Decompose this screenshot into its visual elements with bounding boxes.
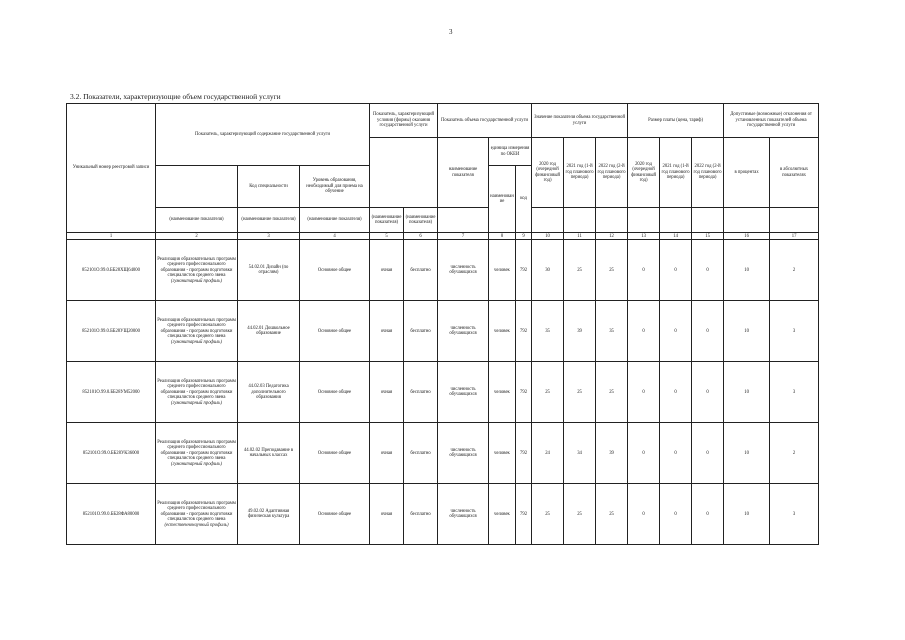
fee-type: бесплатно: [404, 301, 438, 362]
header-col3-sub: (наименование показателя): [238, 208, 300, 233]
value-2020: 25: [532, 362, 564, 423]
column-number: 15: [692, 233, 724, 240]
header-col2-blank: [156, 166, 238, 208]
column-number: 17: [770, 233, 819, 240]
program-text: Реализация образовательных программ среднего профессионального образования - программ подготовки специалистов среднего звена: [157, 378, 236, 401]
value-2021: 25: [564, 484, 596, 545]
registry-code: 852101О.99.0.ББ28УМ52000: [67, 362, 156, 423]
okei-code: 792: [516, 362, 532, 423]
value-2021: 39: [564, 301, 596, 362]
registry-code: 852101О.99.0.ББ28ХЩ64000: [67, 240, 156, 301]
fee-2021: 0: [660, 301, 692, 362]
okei-code: 792: [516, 484, 532, 545]
fee-2020: 0: [628, 362, 660, 423]
header-unit-name: наименование: [489, 166, 516, 233]
deviation-absolute: 3: [770, 362, 819, 423]
column-number: 9: [516, 233, 532, 240]
header-unit-okei: единица измерения по ОКЕИ: [489, 138, 532, 166]
value-2022: 25: [596, 362, 628, 423]
fee-2021: 0: [660, 423, 692, 484]
header-col2-sub: (наименование показателя): [156, 208, 238, 233]
column-number: 14: [660, 233, 692, 240]
header-col4-sub: (наименование показателя): [300, 208, 370, 233]
unit-name: человек: [489, 423, 516, 484]
specialty: 54.02.01 Дизайн (по отраслям): [238, 240, 300, 301]
column-number: 5: [370, 233, 404, 240]
header-year-2021: 2021 год (1-й год планового периода): [564, 138, 596, 208]
education-level: Основное общее: [300, 423, 370, 484]
fee-2022: 0: [692, 423, 724, 484]
header-col12-blank: [596, 208, 628, 233]
page-number: 3: [449, 28, 453, 36]
header-indicator-name: наименование показателя: [438, 138, 489, 208]
column-number: 10: [532, 233, 564, 240]
program-text: Реализация образовательных программ среднего профессионального образования - программ подготовки специалистов среднего звена: [157, 256, 236, 279]
value-2020: 35: [532, 301, 564, 362]
header-col7-blank: [438, 208, 489, 233]
value-2021: 25: [564, 240, 596, 301]
deviation-absolute: 2: [770, 240, 819, 301]
header-col16-blank: [724, 208, 770, 233]
specialty: 44.02.01 Дошкольное образование: [238, 301, 300, 362]
deviation-percent: 10: [724, 362, 770, 423]
fee-2020: 0: [628, 423, 660, 484]
value-2022: 25: [596, 484, 628, 545]
fee-type: бесплатно: [404, 484, 438, 545]
header-col13-blank: [628, 208, 660, 233]
okei-code: 792: [516, 423, 532, 484]
program-text: Реализация образовательных программ среднего профессионального образования - программ подготовки специалистов среднего звена: [157, 500, 236, 523]
value-2020: 30: [532, 240, 564, 301]
fee-2021: 0: [660, 362, 692, 423]
header-unit-code: код: [516, 166, 532, 233]
fee-type: бесплатно: [404, 240, 438, 301]
header-conditions-indicator: Показатель, характеризующий условия (формы) оказания государственной услуги: [370, 104, 438, 138]
header-col14-blank: [660, 208, 692, 233]
header-volume-indicator: Показатель объема государственной услуги: [438, 104, 532, 138]
section-title: 3.2. Показатели, характеризующие объем государственной услуги: [70, 92, 281, 101]
header-year-2022: 2022 год (2-й год планового периода): [596, 138, 628, 208]
program-text: Реализация образовательных программ среднего профессионального образования - программ подготовки специалистов среднего звена: [157, 439, 236, 462]
value-2022: 35: [596, 301, 628, 362]
header-volume-values: Значение показателя объема государственной услуги: [532, 104, 628, 138]
header-col5-sub: (наименование показателя): [370, 208, 404, 233]
column-number: 16: [724, 233, 770, 240]
unit-name: человек: [489, 240, 516, 301]
study-form: очная: [370, 301, 404, 362]
program-name: [156, 484, 238, 545]
column-number: 11: [564, 233, 596, 240]
program-profile-note: (естественнонаучный профиль): [164, 522, 229, 528]
deviation-absolute: 3: [770, 484, 819, 545]
header-year-2020: 2020 год (очередной финансовый год): [532, 138, 564, 208]
column-number: 4: [300, 233, 370, 240]
study-form: очная: [370, 362, 404, 423]
column-number: 6: [404, 233, 438, 240]
column-number: 3: [238, 233, 300, 240]
unit-name: человек: [489, 362, 516, 423]
education-level: Основное общее: [300, 240, 370, 301]
fee-2022: 0: [692, 362, 724, 423]
deviation-percent: 10: [724, 240, 770, 301]
header-col15-blank: [692, 208, 724, 233]
program-name: [156, 362, 238, 423]
unit-name: человек: [489, 301, 516, 362]
deviation-absolute: 3: [770, 301, 819, 362]
column-number: 7: [438, 233, 489, 240]
value-2022: 39: [596, 423, 628, 484]
okei-code: 792: [516, 301, 532, 362]
header-content-indicator: Показатель, характеризующий содержание государственной услуги: [156, 104, 370, 166]
study-form: очная: [370, 484, 404, 545]
table-row: [67, 423, 819, 484]
program-name: [156, 423, 238, 484]
table-row: [67, 362, 819, 423]
table-row: [67, 484, 819, 545]
fee-2020: 0: [628, 484, 660, 545]
program-text: Реализация образовательных программ среднего профессионального образования - программ подготовки специалистов среднего звена: [157, 317, 236, 340]
deviation-percent: 10: [724, 423, 770, 484]
header-fee: Размер платы (цена, тариф): [628, 104, 724, 138]
header-fee-year-2020: 2020 год (очередной финансовый год): [628, 138, 660, 208]
program-name: [156, 301, 238, 362]
header-col10-blank: [532, 208, 564, 233]
header-in-absolute: в абсолютных показателях: [770, 138, 819, 208]
unit-name: человек: [489, 484, 516, 545]
header-col6-sub: (наименование показателя): [404, 208, 438, 233]
indicator-name: численность обучающихся: [438, 484, 489, 545]
program-name: [156, 240, 238, 301]
column-number-row: [67, 233, 819, 240]
specialty: 49.02.02 Адаптивная физическая культура: [238, 484, 300, 545]
specialty: 44.02.03 Педагогика дополнительного образования: [238, 362, 300, 423]
deviation-absolute: 2: [770, 423, 819, 484]
fee-2020: 0: [628, 301, 660, 362]
study-form: очная: [370, 240, 404, 301]
program-profile-note: (гуманитарный профиль): [171, 400, 222, 406]
deviation-percent: 10: [724, 301, 770, 362]
header-fee-year-2021: 2021 год (1-й год планового периода): [660, 138, 692, 208]
okei-code: 792: [516, 240, 532, 301]
indicator-name: численность обучающихся: [438, 240, 489, 301]
value-2020: 24: [532, 423, 564, 484]
indicator-name: численность обучающихся: [438, 362, 489, 423]
fee-2020: 0: [628, 240, 660, 301]
study-form: очная: [370, 423, 404, 484]
registry-code: 852101О.99.0.ББ28УЩ20000: [67, 301, 156, 362]
fee-type: бесплатно: [404, 362, 438, 423]
education-level: Основное общее: [300, 484, 370, 545]
fee-2021: 0: [660, 484, 692, 545]
fee-2022: 0: [692, 484, 724, 545]
value-2020: 25: [532, 484, 564, 545]
fee-2021: 0: [660, 240, 692, 301]
table-row: [67, 301, 819, 362]
table-row: [67, 240, 819, 301]
header-fee-year-2022: 2022 год (2-й год планового периода): [692, 138, 724, 208]
program-profile-note: (гуманитарный профиль): [171, 339, 222, 345]
header-col17-blank: [770, 208, 819, 233]
fee-2022: 0: [692, 240, 724, 301]
header-specialty-code: Код специальности: [238, 166, 300, 208]
registry-code: 852101О.99.0.ББ28ФА80000: [67, 484, 156, 545]
indicator-name: численность обучающихся: [438, 423, 489, 484]
column-number: 1: [67, 233, 156, 240]
volume-indicators-table: [66, 103, 819, 545]
header-conditions-blank: [370, 138, 438, 208]
deviation-percent: 10: [724, 484, 770, 545]
indicator-name: численность обучающихся: [438, 301, 489, 362]
program-profile-note: (гуманитарный профиль): [171, 278, 222, 284]
education-level: Основное общее: [300, 362, 370, 423]
value-2021: 25: [564, 362, 596, 423]
registry-code: 852101О.99.0.ББ28УК36000: [67, 423, 156, 484]
header-col11-blank: [564, 208, 596, 233]
column-number: 12: [596, 233, 628, 240]
program-profile-note: (гуманитарный профиль): [171, 461, 222, 467]
column-number: 13: [628, 233, 660, 240]
value-2022: 25: [596, 240, 628, 301]
column-number: 2: [156, 233, 238, 240]
specialty: 44.02.02 Преподавание в начальных классах: [238, 423, 300, 484]
fee-2022: 0: [692, 301, 724, 362]
header-unique-number: Уникальный номер реестровой записи: [67, 104, 156, 233]
value-2021: 34: [564, 423, 596, 484]
fee-type: бесплатно: [404, 423, 438, 484]
header-education-level: Уровень образования, необходимый для приема на обучение: [300, 166, 370, 208]
column-number: 8: [489, 233, 516, 240]
header-deviations: Допустимые (возможные) отклонения от установленных показателей объема государственной услуги: [724, 104, 819, 138]
header-in-percent: в процентах: [724, 138, 770, 208]
education-level: Основное общее: [300, 301, 370, 362]
